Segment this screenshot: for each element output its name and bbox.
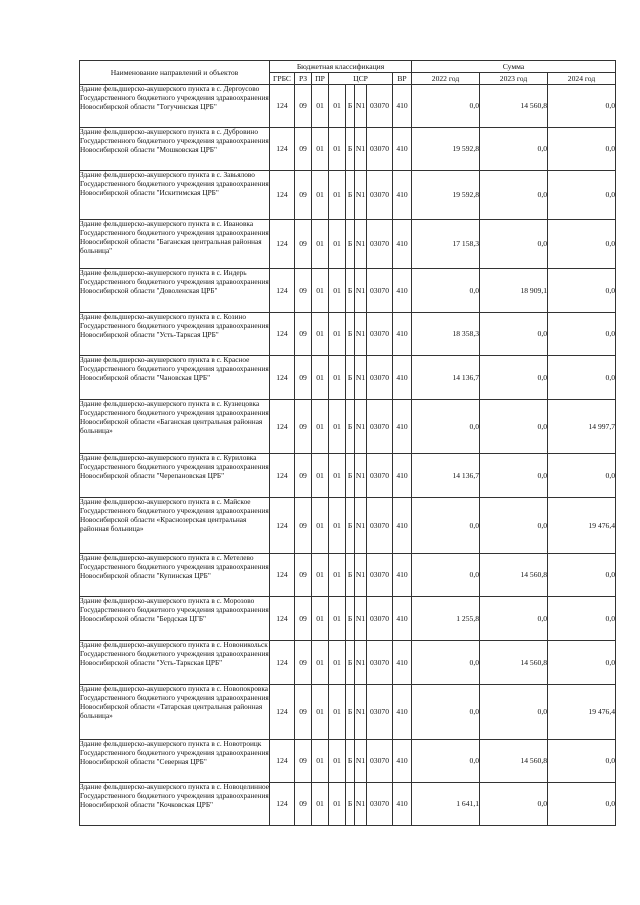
object-name-cell: Здание фельдшерско-акушерского пункта в с. Майское Государственного бюджетного учреждения здравоохранения Новосибирской области «Краснозерская центральная районная больница»	[80, 498, 270, 554]
table-row	[80, 641, 616, 685]
rz-cell: 09	[295, 269, 312, 313]
table-row	[80, 454, 616, 498]
pr-cell: 01	[312, 554, 329, 597]
rz-cell: 09	[295, 313, 312, 356]
csr-program-cell: 01	[329, 554, 346, 597]
csr-code-cell: 03070	[367, 171, 393, 220]
rz-cell: 09	[295, 400, 312, 454]
csr-program-cell: 01	[329, 356, 346, 400]
header-pr: ПР	[312, 73, 329, 85]
csr-program-cell: 01	[329, 498, 346, 554]
sum-2022-cell: 0,0	[412, 498, 480, 554]
rz-cell: 09	[295, 783, 312, 826]
grbs-cell: 124	[270, 313, 295, 356]
csr-code-cell: 03070	[367, 783, 393, 826]
sum-2023-cell: 0,0	[480, 313, 548, 356]
vr-cell: 410	[393, 740, 412, 783]
sum-2024-cell: 0,0	[548, 269, 616, 313]
csr-code-cell: 03070	[367, 641, 393, 685]
grbs-cell: 124	[270, 269, 295, 313]
csr-program-cell: 01	[329, 783, 346, 826]
pr-cell: 01	[312, 685, 329, 740]
vr-cell: 410	[393, 685, 412, 740]
table-header	[80, 61, 616, 85]
pr-cell: 01	[312, 740, 329, 783]
budget-table	[79, 60, 616, 826]
csr-letter-cell: Б	[346, 220, 355, 269]
grbs-cell: 124	[270, 400, 295, 454]
header-csr: ЦСР	[329, 73, 393, 85]
sum-2023-cell: 0,0	[480, 783, 548, 826]
sum-2024-cell: 0,0	[548, 128, 616, 171]
csr-letter-cell: Б	[346, 498, 355, 554]
csr-program-cell: 01	[329, 313, 346, 356]
csr-letter-cell: Б	[346, 454, 355, 498]
pr-cell: 01	[312, 498, 329, 554]
table-row	[80, 400, 616, 454]
sum-2024-cell: 0,0	[548, 171, 616, 220]
csr-letter-cell: Б	[346, 128, 355, 171]
sum-2024-cell: 0,0	[548, 554, 616, 597]
sum-2024-cell: 19 476,4	[548, 685, 616, 740]
csr-code-cell: 03070	[367, 554, 393, 597]
csr-program-cell: 01	[329, 171, 346, 220]
table-row	[80, 740, 616, 783]
csr-project-cell: N1	[355, 498, 367, 554]
csr-code-cell: 03070	[367, 356, 393, 400]
sum-2022-cell: 14 136,7	[412, 454, 480, 498]
sum-2022-cell: 17 158,3	[412, 220, 480, 269]
grbs-cell: 124	[270, 356, 295, 400]
sum-2023-cell: 0,0	[480, 454, 548, 498]
header-vr: ВР	[393, 73, 412, 85]
table-row	[80, 269, 616, 313]
csr-program-cell: 01	[329, 685, 346, 740]
sum-2024-cell: 0,0	[548, 597, 616, 641]
grbs-cell: 124	[270, 128, 295, 171]
table-body	[80, 85, 616, 826]
rz-cell: 09	[295, 454, 312, 498]
csr-letter-cell: Б	[346, 740, 355, 783]
pr-cell: 01	[312, 128, 329, 171]
header-year-2023: 2023 год	[480, 73, 548, 85]
grbs-cell: 124	[270, 171, 295, 220]
csr-letter-cell: Б	[346, 400, 355, 454]
csr-project-cell: N1	[355, 356, 367, 400]
csr-project-cell: N1	[355, 85, 367, 128]
sum-2022-cell: 1 255,8	[412, 597, 480, 641]
table-row	[80, 171, 616, 220]
csr-project-cell: N1	[355, 269, 367, 313]
csr-code-cell: 03070	[367, 740, 393, 783]
csr-code-cell: 03070	[367, 454, 393, 498]
grbs-cell: 124	[270, 454, 295, 498]
grbs-cell: 124	[270, 641, 295, 685]
sum-2023-cell: 0,0	[480, 171, 548, 220]
header-year-2024: 2024 год	[548, 73, 616, 85]
table-row	[80, 554, 616, 597]
vr-cell: 410	[393, 85, 412, 128]
csr-letter-cell: Б	[346, 85, 355, 128]
sum-2023-cell: 14 560,8	[480, 85, 548, 128]
csr-project-cell: N1	[355, 597, 367, 641]
header-name-column: Наименование направлений и объектов	[80, 61, 270, 85]
csr-program-cell: 01	[329, 400, 346, 454]
header-rz: РЗ	[295, 73, 312, 85]
object-name-cell: Здание фельдшерско-акушерского пункта в с. Красное Государственного бюджетного учреждения здравоохранения Новосибирской области "Чановская ЦРБ"	[80, 356, 270, 400]
grbs-cell: 124	[270, 597, 295, 641]
sum-2022-cell: 0,0	[412, 85, 480, 128]
table-row	[80, 85, 616, 128]
pr-cell: 01	[312, 220, 329, 269]
csr-letter-cell: Б	[346, 313, 355, 356]
csr-letter-cell: Б	[346, 171, 355, 220]
object-name-cell: Здание фельдшерско-акушерского пункта в с. Морозово Государственного бюджетного учреждения здравоохранения Новосибирской области "Бердская ЦГБ"	[80, 597, 270, 641]
sum-2024-cell: 0,0	[548, 356, 616, 400]
csr-letter-cell: Б	[346, 597, 355, 641]
pr-cell: 01	[312, 85, 329, 128]
sum-2023-cell: 0,0	[480, 128, 548, 171]
sum-2023-cell: 0,0	[480, 220, 548, 269]
table-row	[80, 685, 616, 740]
object-name-cell: Здание фельдшерско-акушерского пункта в с. Новотроицк Государственного бюджетного учреждения здравоохранения Новосибирской области "Северная ЦРБ"	[80, 740, 270, 783]
object-name-cell: Здание фельдшерско-акушерского пункта в с. Новоцелинное Государственного бюджетного учреждения здравоохранения Новосибирской области "Кочковская ЦРБ"	[80, 783, 270, 826]
csr-project-cell: N1	[355, 313, 367, 356]
csr-code-cell: 03070	[367, 85, 393, 128]
csr-project-cell: N1	[355, 685, 367, 740]
sum-2023-cell: 0,0	[480, 356, 548, 400]
header-grbs: ГРБС	[270, 73, 295, 85]
grbs-cell: 124	[270, 85, 295, 128]
sum-2022-cell: 0,0	[412, 400, 480, 454]
table-row	[80, 783, 616, 826]
csr-letter-cell: Б	[346, 783, 355, 826]
grbs-cell: 124	[270, 740, 295, 783]
rz-cell: 09	[295, 641, 312, 685]
pr-cell: 01	[312, 313, 329, 356]
pr-cell: 01	[312, 400, 329, 454]
csr-project-cell: N1	[355, 171, 367, 220]
object-name-cell: Здание фельдшерско-акушерского пункта в с. Дубровино Государственного бюджетного учреждения здравоохранения Новосибирской области "Мошковская ЦРБ"	[80, 128, 270, 171]
grbs-cell: 124	[270, 554, 295, 597]
rz-cell: 09	[295, 356, 312, 400]
sum-2024-cell: 0,0	[548, 220, 616, 269]
csr-letter-cell: Б	[346, 554, 355, 597]
csr-code-cell: 03070	[367, 498, 393, 554]
rz-cell: 09	[295, 85, 312, 128]
sum-2024-cell: 0,0	[548, 783, 616, 826]
grbs-cell: 124	[270, 783, 295, 826]
csr-program-cell: 01	[329, 128, 346, 171]
csr-letter-cell: Б	[346, 685, 355, 740]
csr-code-cell: 03070	[367, 220, 393, 269]
sum-2023-cell: 14 560,8	[480, 641, 548, 685]
csr-letter-cell: Б	[346, 269, 355, 313]
vr-cell: 410	[393, 597, 412, 641]
sum-2022-cell: 0,0	[412, 641, 480, 685]
rz-cell: 09	[295, 171, 312, 220]
rz-cell: 09	[295, 128, 312, 171]
object-name-cell: Здание фельдшерско-акушерского пункта в с. Ивановка Государственного бюджетного учреждения здравоохранения Новосибирской области "Баганская центральная районная больница"	[80, 220, 270, 269]
pr-cell: 01	[312, 783, 329, 826]
table-row	[80, 498, 616, 554]
sum-2024-cell: 0,0	[548, 641, 616, 685]
object-name-cell: Здание фельдшерско-акушерского пункта в с. Куриловка Государственного бюджетного учреждения здравоохранения Новосибирской области "Черепановская ЦРБ"	[80, 454, 270, 498]
csr-program-cell: 01	[329, 597, 346, 641]
rz-cell: 09	[295, 597, 312, 641]
csr-code-cell: 03070	[367, 269, 393, 313]
object-name-cell: Здание фельдшерско-акушерского пункта в с. Новоникольск Государственного бюджетного учреждения здравоохранения Новосибирской области "Усть-Таркская ЦРБ"	[80, 641, 270, 685]
vr-cell: 410	[393, 498, 412, 554]
vr-cell: 410	[393, 400, 412, 454]
csr-project-cell: N1	[355, 740, 367, 783]
sum-2024-cell: 0,0	[548, 85, 616, 128]
csr-project-cell: N1	[355, 220, 367, 269]
object-name-cell: Здание фельдшерско-акушерского пункта в с. Метелево Государственного бюджетного учреждения здравоохранения Новосибирской области "Купинская ЦРБ"	[80, 554, 270, 597]
sum-2022-cell: 19 592,8	[412, 128, 480, 171]
csr-project-cell: N1	[355, 400, 367, 454]
sum-2022-cell: 19 592,8	[412, 171, 480, 220]
vr-cell: 410	[393, 356, 412, 400]
csr-letter-cell: Б	[346, 356, 355, 400]
sum-2022-cell: 18 358,3	[412, 313, 480, 356]
header-sum: Сумма	[412, 61, 616, 73]
table-row	[80, 356, 616, 400]
object-name-cell: Здание фельдшерско-акушерского пункта в с. Завьялово Государственного бюджетного учреждения здравоохранения Новосибирской области "Искитимская ЦРБ"	[80, 171, 270, 220]
sum-2023-cell: 14 560,8	[480, 740, 548, 783]
sum-2024-cell: 19 476,4	[548, 498, 616, 554]
csr-code-cell: 03070	[367, 313, 393, 356]
pr-cell: 01	[312, 641, 329, 685]
sum-2023-cell: 0,0	[480, 498, 548, 554]
table-row	[80, 597, 616, 641]
rz-cell: 09	[295, 220, 312, 269]
pr-cell: 01	[312, 269, 329, 313]
vr-cell: 410	[393, 783, 412, 826]
vr-cell: 410	[393, 554, 412, 597]
rz-cell: 09	[295, 740, 312, 783]
vr-cell: 410	[393, 313, 412, 356]
rz-cell: 09	[295, 498, 312, 554]
vr-cell: 410	[393, 454, 412, 498]
sum-2022-cell: 0,0	[412, 685, 480, 740]
table-row	[80, 220, 616, 269]
csr-letter-cell: Б	[346, 641, 355, 685]
grbs-cell: 124	[270, 685, 295, 740]
table-row	[80, 128, 616, 171]
csr-project-cell: N1	[355, 783, 367, 826]
header-year-2022: 2022 год	[412, 73, 480, 85]
pr-cell: 01	[312, 171, 329, 220]
sum-2023-cell: 0,0	[480, 685, 548, 740]
sum-2022-cell: 14 136,7	[412, 356, 480, 400]
csr-project-cell: N1	[355, 454, 367, 498]
grbs-cell: 124	[270, 498, 295, 554]
csr-program-cell: 01	[329, 740, 346, 783]
object-name-cell: Здание фельдшерско-акушерского пункта в с. Дергоусово Государственного бюджетного учреждения здравоохранения Новосибирской области "Тогучинская ЦРБ"	[80, 85, 270, 128]
grbs-cell: 124	[270, 220, 295, 269]
sum-2023-cell: 18 909,1	[480, 269, 548, 313]
csr-program-cell: 01	[329, 269, 346, 313]
object-name-cell: Здание фельдшерско-акушерского пункта в с. Новопокровка Государственного бюджетного учреждения здравоохранения Новосибирской области «Татарская центральная районная больница»	[80, 685, 270, 740]
csr-code-cell: 03070	[367, 400, 393, 454]
csr-project-cell: N1	[355, 128, 367, 171]
table-row	[80, 313, 616, 356]
sum-2022-cell: 0,0	[412, 554, 480, 597]
sum-2024-cell: 0,0	[548, 740, 616, 783]
sum-2023-cell: 0,0	[480, 400, 548, 454]
rz-cell: 09	[295, 685, 312, 740]
vr-cell: 410	[393, 171, 412, 220]
csr-code-cell: 03070	[367, 128, 393, 171]
csr-project-cell: N1	[355, 554, 367, 597]
pr-cell: 01	[312, 454, 329, 498]
sum-2024-cell: 14 997,7	[548, 400, 616, 454]
object-name-cell: Здание фельдшерско-акушерского пункта в с. Кузнецовка Государственного бюджетного учреждения здравоохранения Новосибирской области «Баганская центральная районная больница»	[80, 400, 270, 454]
csr-program-cell: 01	[329, 220, 346, 269]
sum-2023-cell: 0,0	[480, 597, 548, 641]
sum-2022-cell: 0,0	[412, 269, 480, 313]
sum-2022-cell: 1 641,1	[412, 783, 480, 826]
object-name-cell: Здание фельдшерско-акушерского пункта в с. Индерь Государственного бюджетного учреждения здравоохранения Новосибирской области "Доволенская ЦРБ"	[80, 269, 270, 313]
csr-project-cell: N1	[355, 641, 367, 685]
sum-2024-cell: 0,0	[548, 454, 616, 498]
rz-cell: 09	[295, 554, 312, 597]
document-sheet	[79, 60, 615, 826]
vr-cell: 410	[393, 641, 412, 685]
sum-2022-cell: 0,0	[412, 740, 480, 783]
csr-program-cell: 01	[329, 641, 346, 685]
pr-cell: 01	[312, 597, 329, 641]
pr-cell: 01	[312, 356, 329, 400]
csr-code-cell: 03070	[367, 597, 393, 641]
object-name-cell: Здание фельдшерско-акушерского пункта в с. Козино Государственного бюджетного учреждения здравоохранения Новосибирской области "Усть-Тарксая ЦРБ"	[80, 313, 270, 356]
sum-2023-cell: 14 560,8	[480, 554, 548, 597]
csr-program-cell: 01	[329, 454, 346, 498]
csr-program-cell: 01	[329, 85, 346, 128]
sum-2024-cell: 0,0	[548, 313, 616, 356]
vr-cell: 410	[393, 269, 412, 313]
csr-code-cell: 03070	[367, 685, 393, 740]
vr-cell: 410	[393, 128, 412, 171]
header-budget-classification: Бюджетная классификация	[270, 61, 412, 73]
vr-cell: 410	[393, 220, 412, 269]
